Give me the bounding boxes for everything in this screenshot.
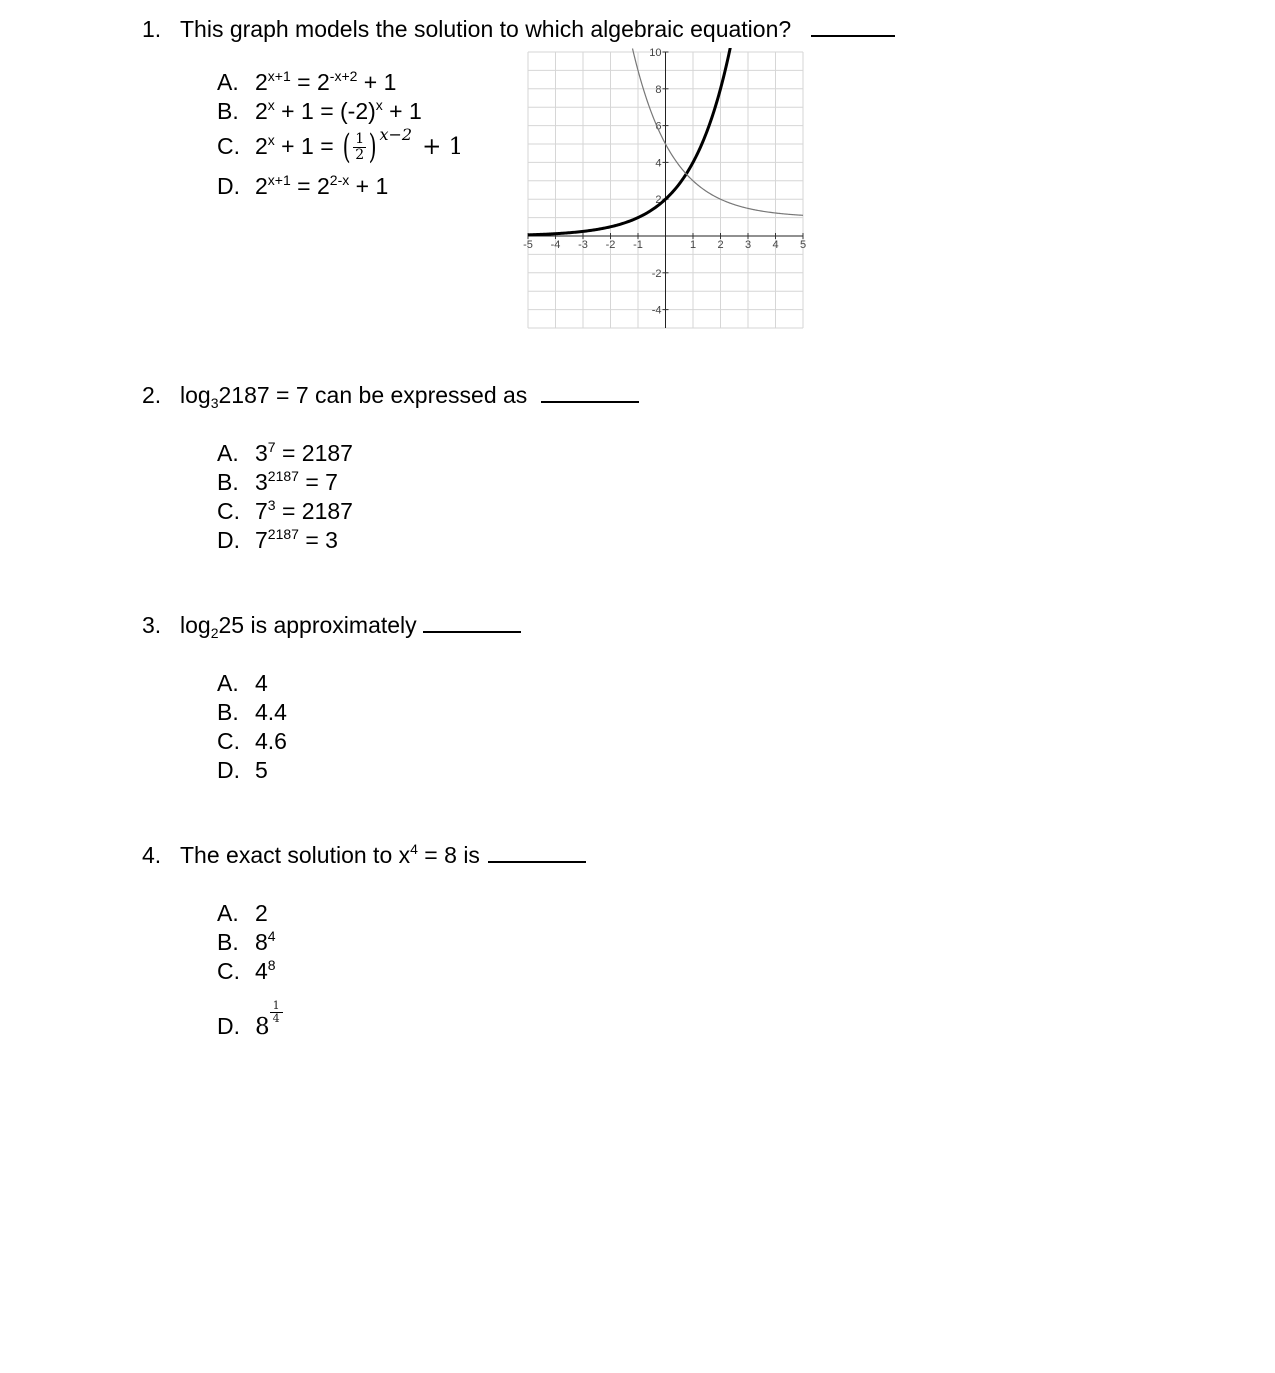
option-d[interactable]: D. $2^{x+1} = 2^{2-x} + 1$ [217, 172, 389, 199]
option-d[interactable]: D. $7^{2187} = 3$ [217, 526, 338, 553]
tick-labels [523, 47, 806, 317]
x-tick-label: 3 [744, 239, 752, 251]
x-tick-label: -3 [578, 239, 588, 251]
option-b[interactable]: B. 4.4 [217, 699, 287, 725]
answer-blank[interactable] [488, 859, 586, 863]
answer-blank[interactable] [541, 399, 639, 403]
option-d[interactable]: D. 5 [217, 757, 268, 783]
question-3-options [217, 669, 287, 785]
question-text: = 8 is [417, 842, 480, 868]
y-tick-label: 10 [649, 47, 662, 59]
option-a[interactable]: A. $3^7 = 2187$ [217, 439, 353, 466]
x-tick-label: -1 [633, 239, 643, 251]
left-paren: ( [342, 127, 351, 168]
question-1-options [217, 68, 463, 201]
question-text: 2187 = 7 can be expressed as [218, 382, 528, 408]
y-tick-label: 8 [655, 83, 662, 96]
x-tick-label: -5 [523, 239, 533, 251]
series-bold-curve [528, 44, 754, 235]
question-4: 4. The exact solution to $x^4 = 8$ is [142, 842, 586, 869]
question-4-options [217, 899, 283, 1042]
x-tick-label: 4 [772, 239, 779, 251]
question-2-options [217, 439, 353, 555]
x-tick-label: -4 [550, 239, 561, 251]
question-text: 25 is approximately [218, 612, 417, 638]
option-c[interactable]: C. $7^3 = 2187$ [217, 497, 353, 524]
question-number: 2. [142, 382, 162, 408]
option-d[interactable]: D. 8 $\frac{1}{4}$ [217, 1000, 283, 1042]
y-tick-label: -2 [651, 267, 662, 280]
question-1 [142, 16, 895, 43]
x-tick-label: -2 [605, 239, 616, 251]
x-tick-label: 1 [689, 239, 697, 251]
question-2: 2. $\log_32187 = 7$ can be expressed as [142, 382, 639, 409]
exponent-fraction: $\frac{1}{4}$ [270, 1000, 283, 1025]
option-c[interactable]: C. $4^8$ [217, 957, 276, 984]
question-3: 3. $\log_225$ is approximately [142, 612, 521, 639]
option-b[interactable]: B. $3^{2187} = 7$ [217, 468, 338, 495]
option-b[interactable]: B. $8^4$ [217, 928, 276, 955]
option-a[interactable]: A. 4 [217, 670, 268, 696]
answer-blank[interactable] [423, 629, 521, 633]
right-paren: ) [368, 127, 377, 168]
option-b[interactable]: B. $2^x + 1 = (-2)^x + 1$ [217, 97, 422, 124]
option-a[interactable]: A. $2^{x+1} = 2^{-x+2} + 1$ [217, 68, 397, 95]
axes [528, 52, 803, 328]
x-tick-label: 5 [799, 239, 807, 251]
question-number: 1. [142, 16, 162, 42]
exponential-graph [520, 44, 812, 336]
x-tick-label: 2 [717, 239, 724, 251]
question-number: 3. [142, 612, 162, 638]
y-tick-label: 2 [655, 194, 662, 207]
fraction: $\frac{1}{2}$ [355, 131, 365, 164]
option-c[interactable]: C. $2^x + 1$ = ( $\frac{1}{2}$ ) $^{x-2}$ + 1 [217, 125, 464, 168]
y-tick-label: 6 [655, 120, 662, 133]
question-number: 4. [142, 842, 162, 868]
answer-blank[interactable] [811, 33, 895, 37]
option-a[interactable]: A. 2 [217, 900, 268, 926]
question-text: This graph models the solution to which algebraic equation? [180, 16, 792, 42]
y-tick-label: 4 [655, 157, 662, 170]
y-tick-label: -4 [651, 304, 662, 317]
option-c[interactable]: C. 4.6 [217, 728, 287, 754]
